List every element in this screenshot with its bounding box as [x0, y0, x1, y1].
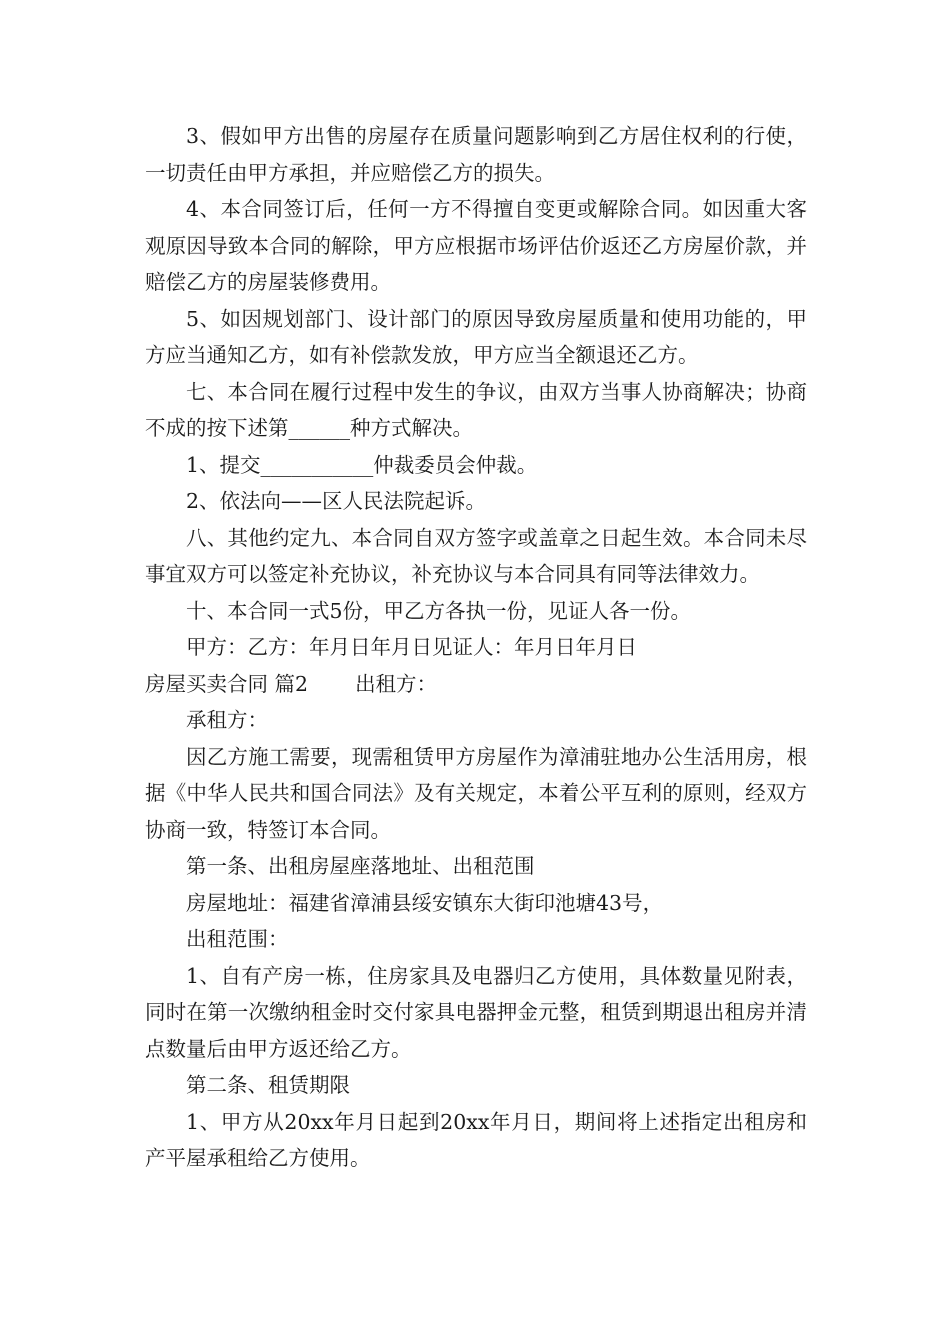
paragraph-term-item-1: 1、甲方从20xx年月日起到20xx年月日，期间将上述指定出租房和产平屋承租给乙方使用。: [145, 1109, 807, 1170]
section-heading: 房屋买卖合同 篇2: [145, 671, 309, 696]
paragraph-clause-4: 4、本合同签订后，任何一方不得擅自变更或解除合同。如因重大客观原因导致本合同的解除，甲方应根据市场评估价返还乙方房屋价款，并赔偿乙方的房屋装修费用。: [145, 197, 807, 294]
paragraph-article-1-title: 第一条、出租房屋座落地址、出租范围: [186, 854, 535, 878]
paragraph-clause-5: 5、如因规划部门、设计部门的原因导致房屋质量和使用功能的，甲方应当通知乙方，如有补偿款发放，甲方应当全额退还乙方。: [145, 306, 807, 367]
paragraph-court: 2、依法向——区人民法院起诉。: [186, 489, 487, 513]
lessor-label: 出租方：: [355, 671, 438, 696]
paragraph-signatures: 甲方：乙方：年月日年月日见证人：年月日年月日: [186, 635, 637, 659]
paragraph-article-7: 七、本合同在履行过程中发生的争议，由双方当事人协商解决；协商不成的按下述第______种方式解决。: [145, 379, 807, 440]
paragraph-preamble: 因乙方施工需要，现需租赁甲方房屋作为漳浦驻地办公生活用房，根据《中华人民共和国合同法》及有关规定，本着公平互利的原则，经双方协商一致，特签订本合同。: [145, 744, 807, 842]
paragraph-arbitration: 1、提交___________仲裁委员会仲裁。: [186, 452, 538, 477]
paragraph-article-2-title: 第二条、租赁期限: [186, 1073, 350, 1097]
paragraph-article-8-9: 八、其他约定九、本合同自双方签字或盖章之日起生效。本合同未尽事宜双方可以签定补充协议，补充协议与本合同具有同等法律效力。: [145, 525, 807, 586]
paragraph-address: 房屋地址：福建省漳浦县绥安镇东大街印池塘43号，: [186, 890, 664, 915]
paragraph-clause-3: 3、假如甲方出售的房屋存在质量问题影响到乙方居住权利的行使，一切责任由甲方承担，并应赔偿乙方的损失。: [145, 124, 807, 185]
section-heading-line: [145, 666, 807, 703]
document-body: [145, 118, 807, 1177]
paragraph-scope-item-1: 1、自有产房一栋，住房家具及电器归乙方使用，具体数量见附表，同时在第一次缴纳租金时交付家具电器押金元整，租赁到期退出租房并清点数量后由甲方返还给乙方。: [145, 963, 807, 1061]
paragraph-lessee: 承租方：: [186, 708, 268, 732]
paragraph-article-10: 十、本合同一式5份，甲乙方各执一份，见证人各一份。: [186, 598, 692, 623]
paragraph-scope-label: 出租范围：: [186, 927, 289, 951]
